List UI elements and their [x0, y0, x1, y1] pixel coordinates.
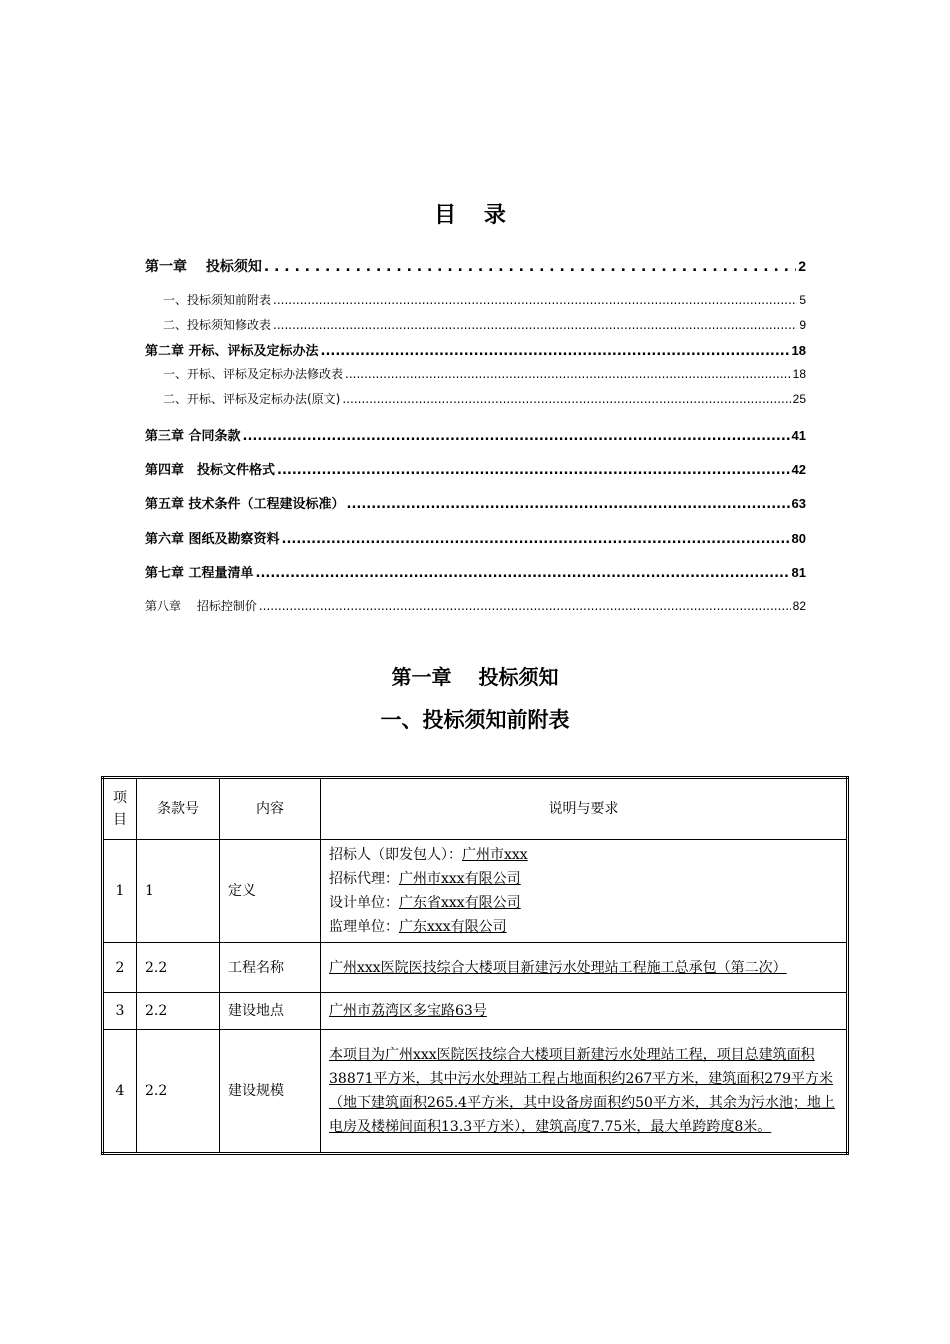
- toc-leader: [342, 392, 790, 406]
- toc-entry[interactable]: [145, 256, 806, 276]
- toc-leader: [345, 367, 791, 381]
- toc-leader: [243, 429, 790, 444]
- desc-line: [329, 891, 838, 915]
- toc-entry[interactable]: [145, 562, 806, 581]
- toc-entry-page: 9: [799, 318, 806, 332]
- toc-leader: [264, 259, 796, 275]
- cell-clause: 2.2: [137, 943, 220, 993]
- toc-entry[interactable]: [145, 425, 806, 444]
- toc-leader: [282, 532, 790, 547]
- toc-entry[interactable]: [145, 597, 806, 614]
- cell-content: 建设规模: [220, 1030, 321, 1154]
- toc-entry-page: 80: [791, 531, 806, 546]
- cell-content: 工程名称: [220, 943, 321, 993]
- toc-entry-label: 第三章 合同条款: [145, 429, 241, 444]
- cell-item: 2: [103, 943, 137, 993]
- toc-entry-page: 81: [791, 565, 806, 580]
- toc-entry-page: 42: [791, 462, 806, 477]
- desc-line: [329, 867, 838, 891]
- header-clause: 条款号: [137, 778, 220, 840]
- table-header-row: [103, 778, 848, 840]
- cell-clause: 2.2: [137, 1030, 220, 1154]
- cell-content: 定义: [220, 840, 321, 943]
- toc-leader: [273, 318, 797, 332]
- table-row: [103, 993, 848, 1030]
- desc-line: [329, 843, 838, 867]
- desc-text: 广州市荔湾区多宝路63号: [329, 1003, 487, 1019]
- desc-prefix: 招标代理：: [329, 871, 399, 887]
- toc-entry-label: 一、投标须知前附表: [163, 293, 272, 307]
- toc-entry-page: 25: [792, 392, 806, 406]
- toc-entry[interactable]: [145, 316, 806, 333]
- toc-entry-page: 18: [792, 367, 806, 381]
- cell-clause: 1: [137, 840, 220, 943]
- toc-title: 目 录: [434, 203, 516, 228]
- cell-desc: [321, 1030, 848, 1154]
- toc-entry-label: 第六章 图纸及勘察资料: [145, 532, 280, 547]
- cell-item: 4: [103, 1030, 137, 1154]
- toc-entry-label: 第八章 招标控制价: [145, 599, 257, 613]
- desc-line: [329, 915, 838, 939]
- cell-content: 建设地点: [220, 993, 321, 1030]
- front-attachment-table: [101, 776, 849, 1155]
- desc-prefix: 监理单位：: [329, 919, 399, 935]
- toc-entry-label: 第一章 投标须知: [145, 259, 262, 275]
- toc-entry[interactable]: [145, 291, 806, 308]
- desc-text: 广州xxx医院医技综合大楼项目新建污水处理站工程施工总承包（第二次）: [329, 959, 787, 976]
- toc-leader: [277, 463, 790, 478]
- cell-desc: [321, 993, 848, 1030]
- cell-clause: 2.2: [137, 993, 220, 1030]
- toc-entry[interactable]: [145, 493, 806, 512]
- cell-desc: [321, 840, 848, 943]
- toc-leader: [347, 497, 790, 512]
- toc-entry[interactable]: [145, 390, 806, 407]
- section-title: 一、投标须知前附表: [380, 708, 570, 732]
- toc-entry-label: 第七章 工程量清单: [145, 566, 254, 581]
- desc-text: 本项目为广州xxx医院医技综合大楼项目新建污水处理站工程，项目总建筑面积38871平方米，其中污水处理站工程占地面积约267平方米，建筑面积279平方米（地下建筑面积265.4平方米，其中设备房面积约50平方米，其余为污水池；地上电房及楼梯间面积13.3平方米），建筑高度7.75米，最大单跨跨度8米。: [329, 1047, 835, 1135]
- toc-entry-label: 二、投标须知修改表: [163, 318, 272, 332]
- toc-entry-label: 一、开标、评标及定标办法修改表: [163, 367, 344, 381]
- toc-leader: [273, 293, 797, 307]
- chapter-title: 第一章 投标须知: [391, 665, 559, 689]
- toc-entry-page: 2: [798, 258, 806, 274]
- toc-entry[interactable]: [145, 528, 806, 547]
- toc-entry[interactable]: [145, 459, 806, 478]
- header-item: 项目: [103, 778, 137, 840]
- table-row: [103, 840, 848, 943]
- toc-leader: [321, 344, 790, 359]
- toc-leader: [256, 566, 790, 581]
- toc-entry-page: 82: [792, 599, 806, 613]
- toc-entry-label: 二、开标、评标及定标办法(原文): [163, 392, 341, 406]
- toc-entry[interactable]: [145, 365, 806, 382]
- desc-prefix: 设计单位：: [329, 895, 399, 911]
- toc-entry-page: 5: [799, 293, 806, 307]
- cell-item: 3: [103, 993, 137, 1030]
- header-desc: 说明与要求: [321, 778, 848, 840]
- desc-value: 广东xxx有限公司: [399, 919, 507, 935]
- toc-entry-page: 41: [791, 428, 806, 443]
- desc-prefix: 招标人（即发包人）：: [329, 847, 462, 863]
- toc-entry-page: 18: [791, 343, 806, 358]
- toc-entry-label: 第五章 技术条件（工程建设标准）: [145, 497, 345, 512]
- desc-value: 广州市xxx: [462, 847, 528, 863]
- toc-entry-label: 第四章 投标文件格式: [145, 463, 276, 478]
- cell-desc: [321, 943, 848, 993]
- table-row: [103, 1030, 848, 1154]
- table-row: [103, 943, 848, 993]
- toc-entry-label: 第二章 开标、评标及定标办法: [145, 344, 319, 359]
- desc-value: 广东省xxx有限公司: [399, 895, 521, 911]
- toc-entry-page: 63: [791, 496, 806, 511]
- header-content: 内容: [220, 778, 321, 840]
- desc-value: 广州市xxx有限公司: [399, 871, 521, 887]
- cell-item: 1: [103, 840, 137, 943]
- toc-entry[interactable]: [145, 340, 806, 359]
- toc-leader: [259, 599, 791, 613]
